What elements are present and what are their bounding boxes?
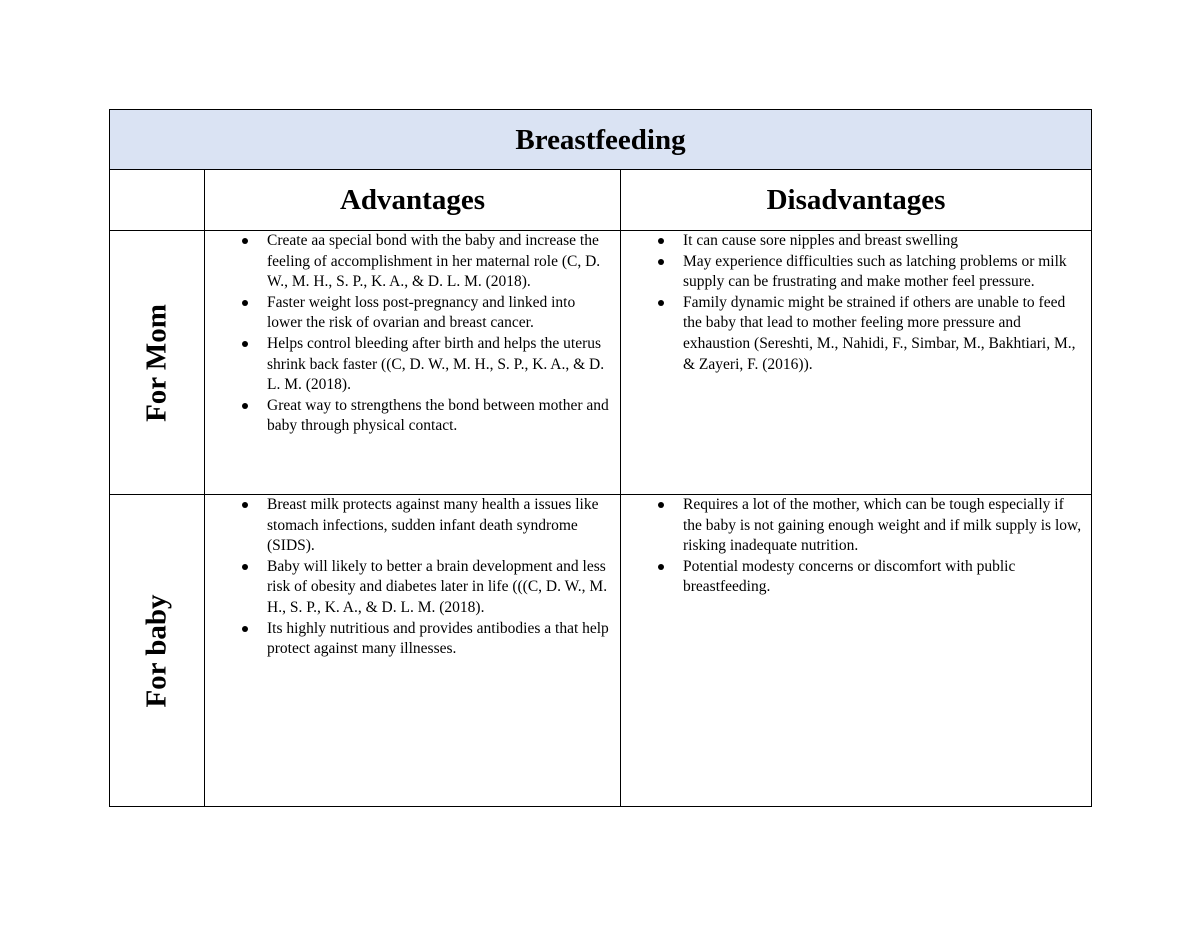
- list-item: Potential modesty concerns or discomfort with public breastfeeding.: [621, 557, 1091, 598]
- mom-disadvantages-list: [621, 231, 1091, 375]
- list-item: Great way to strengthens the bond between mother and baby through physical contact.: [205, 396, 620, 437]
- disadvantages-header: Disadvantages: [621, 170, 1092, 231]
- baby-advantages-list: [205, 495, 620, 660]
- list-item: It can cause sore nipples and breast swelling: [621, 231, 1091, 252]
- breastfeeding-table: [109, 109, 1092, 807]
- title-row: [110, 110, 1092, 170]
- baby-advantages-cell: [205, 495, 621, 807]
- mom-disadvantages-cell: [621, 231, 1092, 495]
- list-item: Baby will likely to better a brain development and less risk of obesity and diabetes later in life (((C, D. W., M. H., S. P., K. A., & D. L. M. (2018).: [205, 557, 620, 619]
- row-label-for-mom: For Mom: [140, 303, 173, 422]
- row-label-for-baby: For baby: [140, 593, 173, 708]
- advantages-header: Advantages: [205, 170, 621, 231]
- list-item: Family dynamic might be strained if others are unable to feed the baby that lead to mother feeling more pressure and exhaustion (Sereshti, M., Nahidi, F., Simbar, M., Bakhtiari, M., & Zayeri, F. (2016)).: [621, 293, 1091, 375]
- header-row: [110, 170, 1092, 231]
- list-item: Breast milk protects against many health a issues like stomach infections, sudden infant death syndrome (SIDS).: [205, 495, 620, 557]
- table-title: Breastfeeding: [110, 110, 1092, 170]
- mom-advantages-cell: [205, 231, 621, 495]
- table-row-for-baby: [110, 495, 1092, 807]
- list-item: Helps control bleeding after birth and helps the uterus shrink back faster ((C, D. W., M. H., S. P., K. A., & D. L. M. (2018).: [205, 334, 620, 396]
- baby-disadvantages-cell: [621, 495, 1092, 807]
- list-item: Create aa special bond with the baby and increase the feeling of accomplishment in her maternal role (C, D. W., M. H., S. P., K. A., & D. L. M. (2018).: [205, 231, 620, 293]
- mom-advantages-list: [205, 231, 620, 437]
- corner-cell: [110, 170, 205, 231]
- row-label-cell: [110, 495, 205, 807]
- baby-disadvantages-list: [621, 495, 1091, 598]
- list-item: Faster weight loss post-pregnancy and linked into lower the risk of ovarian and breast cancer.: [205, 293, 620, 334]
- table-row-for-mom: [110, 231, 1092, 495]
- list-item: May experience difficulties such as latching problems or milk supply can be frustrating and make mother feel pressure.: [621, 252, 1091, 293]
- row-label-cell: [110, 231, 205, 495]
- list-item: Its highly nutritious and provides antibodies a that help protect against many illnesses.: [205, 619, 620, 660]
- list-item: Requires a lot of the mother, which can be tough especially if the baby is not gaining enough weight and if milk supply is low, risking inadequate nutrition.: [621, 495, 1091, 557]
